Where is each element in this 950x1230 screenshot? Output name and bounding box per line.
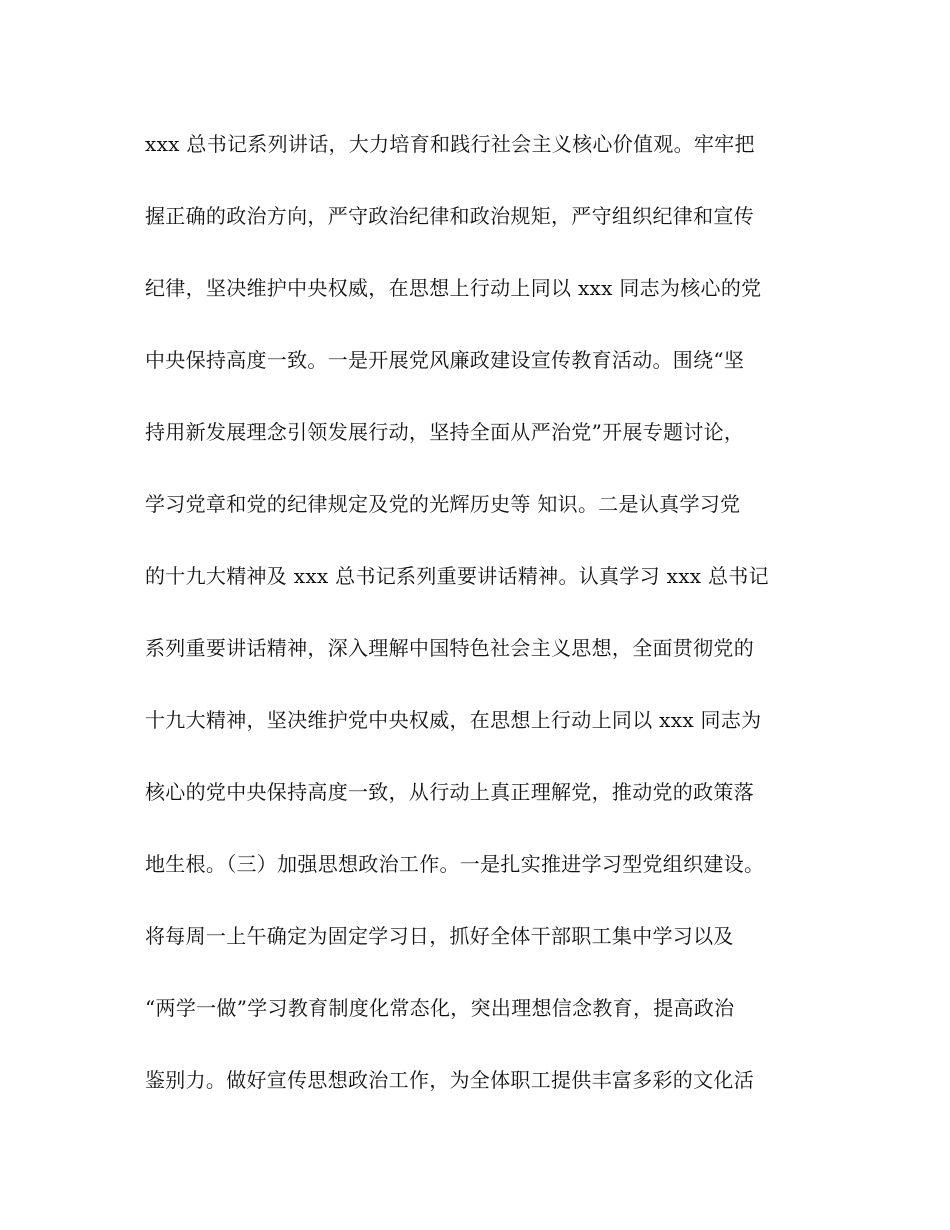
text-line-14: 鉴别力。做好宣传思想政治工作，为全体职工提供丰富多彩的文化活 [145,1068,754,1092]
text-line-13: “两学一做”学习教育制度化常态化，突出理想信念教育，提高政治 [145,996,735,1020]
text-line-5: 持用新发展理念引领发展行动，坚持全面从严治党”开展专题讨论， [145,420,745,444]
text-line-2: 握正确的政治方向，严守政治纪律和政治规矩，严守组织纪律和宣传 [145,204,754,228]
text-line-12: 将每周一上午确定为固定学习日，抓好全体干部职工集中学习以及 [145,924,734,948]
text-line-1: xxx 总书记系列讲话，大力培育和践行社会主义核心价值观。牢牢把 [145,132,755,156]
text-line-8: 系列重要讲话精神，深入理解中国特色社会主义思想，全面贯彻党的 [145,636,754,660]
text-line-7: 的十九大精神及 xxx 总书记系列重要讲话精神。认真学习 xxx 总书记 [145,564,769,588]
text-line-9: 十九大精神，坚决维护党中央权威，在思想上行动上同以 xxx 同志为 [145,708,762,732]
text-line-6: 学习党章和党的纪律规定及党的光辉历史等 知识。二是认真学习党 [145,492,741,516]
text-line-11: 地生根。（三）加强思想政治工作。一是扎实推进学习型党组织建设。 [145,852,765,876]
text-line-4: 中央保持高度一致。一是开展党风廉政建设宣传教育活动。围绕“坚 [145,348,745,372]
text-line-3: 纪律，坚决维护中央权威，在思想上行动上同以 xxx 同志为核心的党 [145,276,762,300]
text-line-10: 核心的党中央保持高度一致，从行动上真正理解党，推动党的政策落 [145,780,754,804]
